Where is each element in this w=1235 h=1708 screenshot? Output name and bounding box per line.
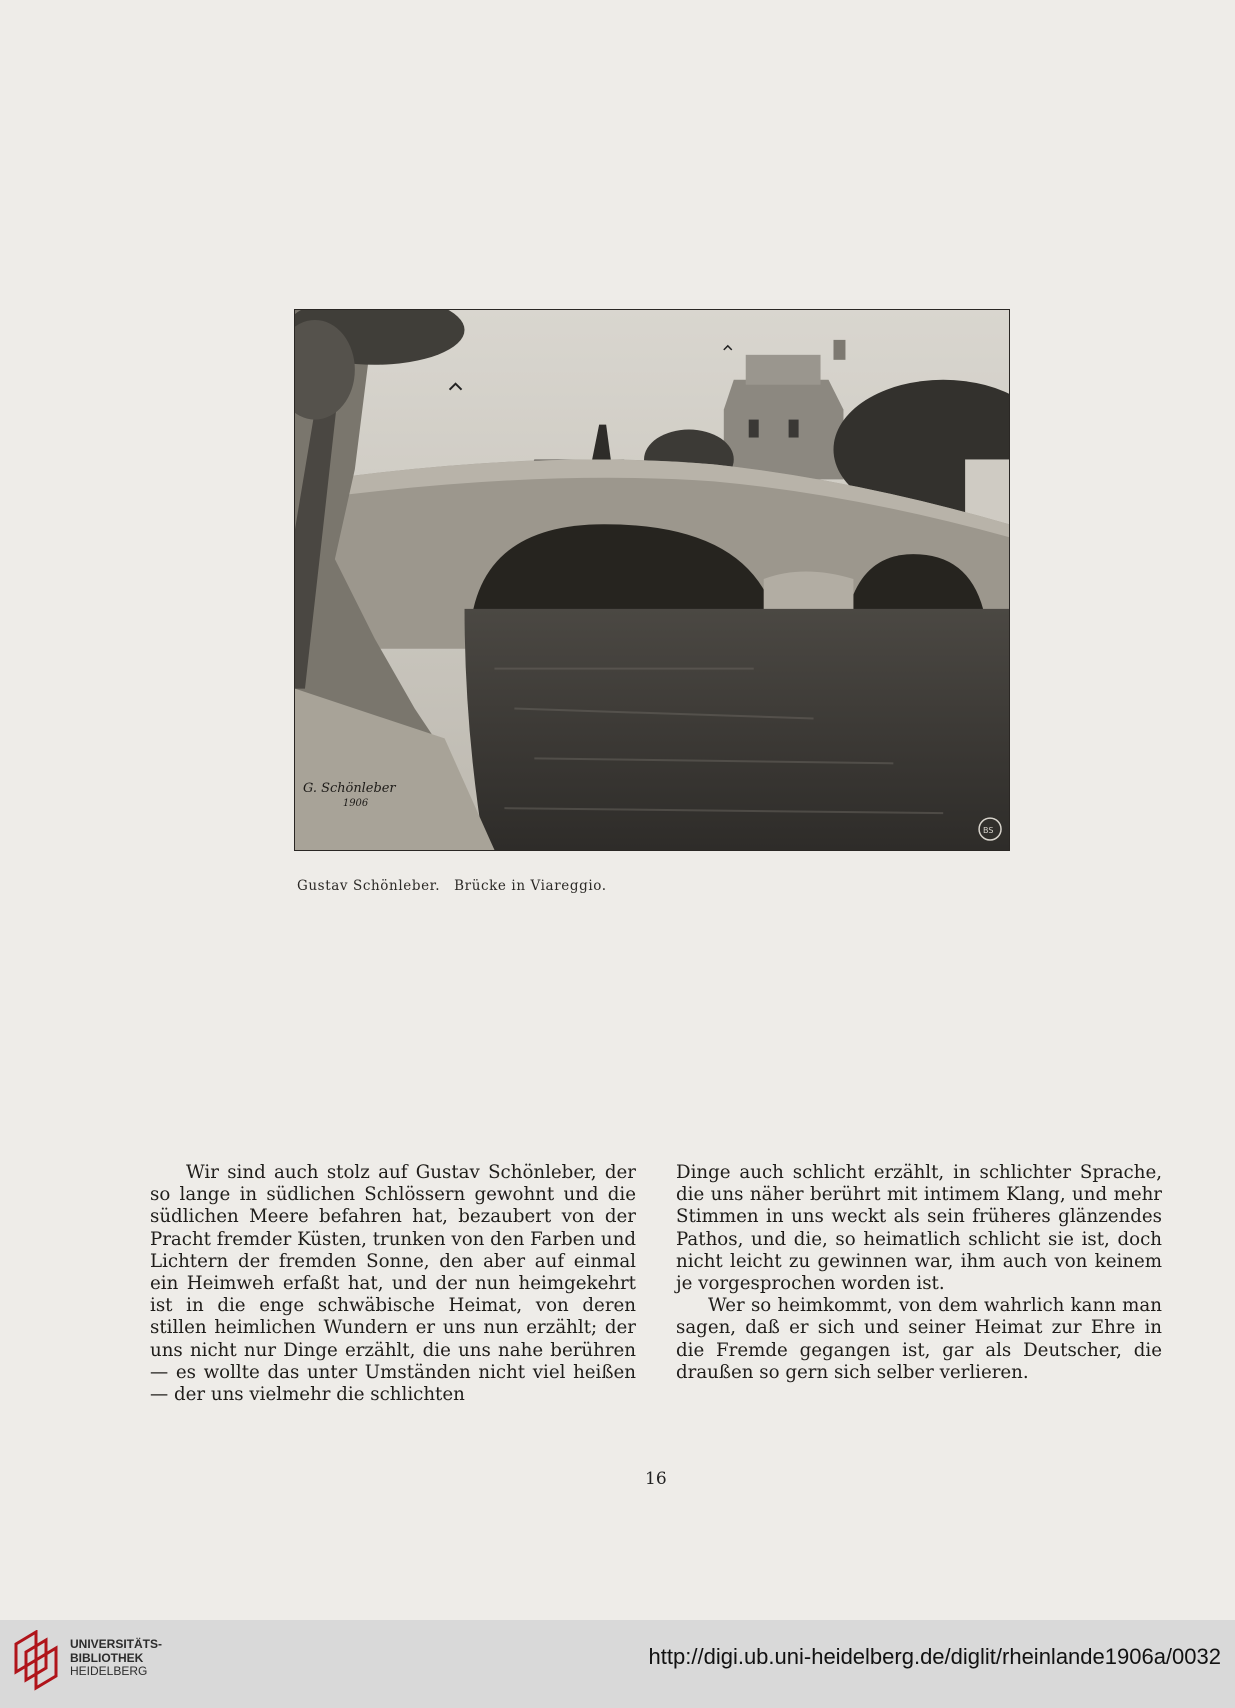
- library-line: UNIVERSITÄTS-: [70, 1637, 163, 1651]
- page-number: 16: [645, 1469, 667, 1489]
- caption-author: Gustav Schönleber.: [297, 878, 441, 894]
- caption-title: Brücke in Viareggio.: [454, 878, 607, 894]
- svg-text:1906: 1906: [342, 798, 369, 810]
- library-name[interactable]: [70, 1638, 162, 1679]
- figure-caption: [297, 878, 607, 894]
- bridge-painting-image: [295, 310, 1009, 850]
- library-line: BIBLIOTHEK: [70, 1650, 144, 1665]
- library-line: HEIDELBERG: [70, 1664, 148, 1678]
- text-column-left: [150, 1162, 636, 1406]
- svg-text:BS: BS: [983, 826, 994, 836]
- bridge-painting: [294, 309, 1010, 851]
- library-logo-icon[interactable]: [12, 1630, 62, 1692]
- painting-signature: G. Schönleber: [302, 781, 396, 797]
- paragraph: Wir sind auch stolz auf Gustav Schönleber, der so lange in südlichen Schlössern gewohnt und die südlichen Meere befahren hat, bezaubert von der Pracht fremder Küsten, trunken von den Farben und Lichtern der fremden Sonne, den aber auf einmal ein Heimweh erfaßt hat, und der nun heimgekehrt ist in die enge schwäbische Heimat, von deren stillen heimlichen Wundern er uns nun erzählt; der uns nicht nur Dinge erzählt, die uns nahe berühren — es wollte das unter Umständen nicht viel heißen — der uns vielmehr die schlichten: [150, 1162, 636, 1406]
- paragraph: Wer so heimkommt, von dem wahrlich kann man sagen, daß er sich und seiner Heimat zur Ehre in die Fremde gegangen ist, gar als Deutscher, die draußen so gern sich selber verlieren.: [676, 1295, 1162, 1383]
- viewer-footer: [0, 1620, 1235, 1708]
- text-column-right: [676, 1162, 1162, 1384]
- permalink-url[interactable]: http://digi.ub.uni-heidelberg.de/diglit/rheinlande1906a/0032: [648, 1644, 1221, 1669]
- paragraph: Dinge auch schlicht erzählt, in schlichter Sprache, die uns näher berührt mit intimem Klang, und mehr Stimmen in uns weckt als sein früheres glänzendes Pathos, und die, so heimatlich schlicht sie ist, doch nicht leicht zu gewinnen war, ihm auch von keinem je vorgesprochen worden ist.: [676, 1162, 1162, 1295]
